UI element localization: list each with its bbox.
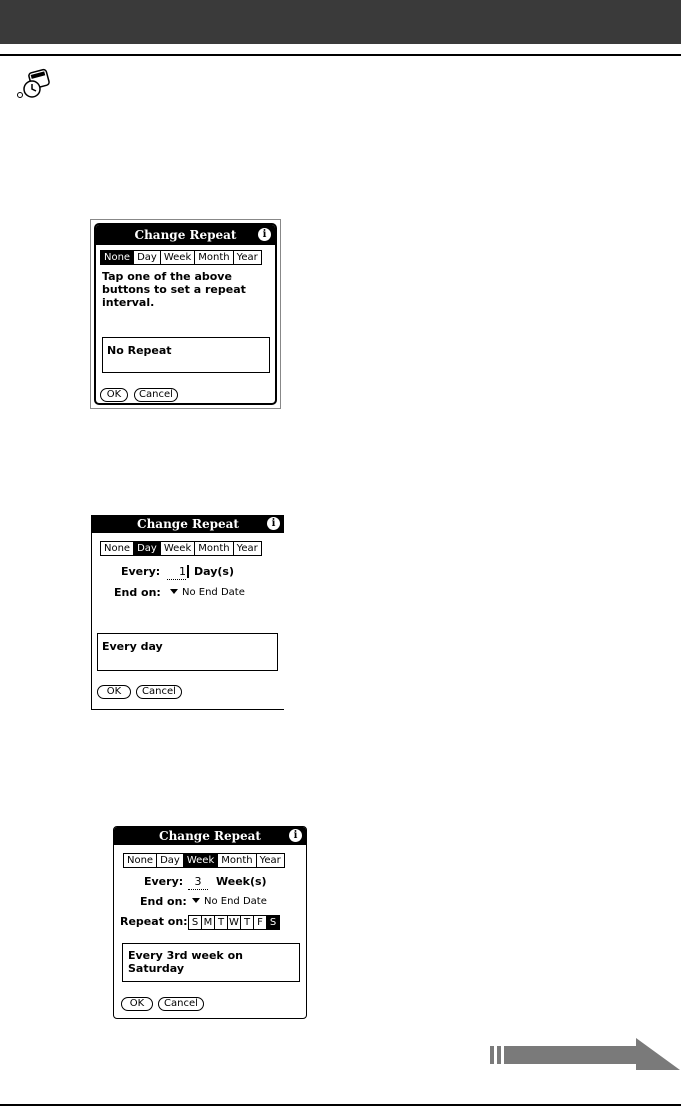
every-value-field[interactable]: 3 [188,875,208,890]
dropdown-arrow-icon [192,898,200,903]
info-icon[interactable]: i [267,517,280,530]
dialog-title-text: Change Repeat [159,829,261,843]
tab-week[interactable]: Week [161,251,195,264]
instruction-line: Tap one of the above [102,270,232,283]
footer-divider [0,1104,681,1106]
change-repeat-dialog-week [113,826,307,1019]
day-monday[interactable]: M [202,916,215,929]
header-divider [0,54,681,56]
tab-none[interactable]: None [124,854,157,867]
instruction-text [102,270,246,309]
repeat-tabs [123,853,285,868]
dialog-title [96,225,275,245]
repeat-tabs [100,541,262,556]
tab-week[interactable]: Week [161,542,195,555]
change-repeat-dialog-none [90,219,281,409]
every-unit-label: Week(s) [216,875,267,888]
tab-month[interactable]: Month [195,251,233,264]
cancel-button[interactable]: Cancel [136,685,182,699]
tab-month[interactable]: Month [218,854,256,867]
repeat-description: No Repeat [107,344,172,357]
end-on-label: End on: [114,586,161,599]
weekday-selector [188,915,280,930]
end-on-label: End on: [140,895,187,908]
every-label: Every: [144,875,184,888]
dialog-frame [94,223,277,405]
instruction-line: buttons to set a repeat [102,283,246,296]
end-date-dropdown[interactable] [192,895,267,909]
tab-week[interactable]: Week [184,854,218,867]
change-repeat-dialog-day [91,515,284,710]
tab-day[interactable]: Day [157,854,184,867]
repeat-description: Every day [102,640,163,653]
repeat-description-box [102,337,270,373]
dialog-title [114,827,306,845]
end-date-value: No End Date [204,896,267,907]
tab-year[interactable]: Year [234,251,261,264]
day-saturday[interactable]: S [267,916,279,929]
repeat-description: Saturday [128,962,184,975]
end-date-dropdown[interactable] [170,586,245,600]
instruction-line: interval. [102,296,155,309]
tab-none[interactable]: None [101,542,134,555]
every-label: Every: [121,565,161,578]
ok-button[interactable]: OK [97,685,131,699]
tab-day[interactable]: Day [134,251,161,264]
ok-button[interactable]: OK [100,388,128,402]
text-cursor [187,565,189,578]
dialog-title-text: Change Repeat [134,228,237,242]
day-tuesday[interactable]: T [215,916,228,929]
repeat-description-box [97,633,278,671]
repeat-description-box [122,943,300,982]
tab-none[interactable]: None [101,251,134,264]
day-friday[interactable]: F [254,916,267,929]
date-book-icon [14,68,52,100]
header-bar [0,0,681,44]
every-unit-label: Day(s) [194,565,234,578]
tab-month[interactable]: Month [195,542,233,555]
tab-day[interactable]: Day [134,542,161,555]
info-icon[interactable]: i [258,228,271,241]
end-date-value: No End Date [182,587,245,598]
day-sunday[interactable]: S [189,916,202,929]
ok-button[interactable]: OK [121,997,153,1011]
day-thursday[interactable]: T [241,916,254,929]
dropdown-arrow-icon [170,589,178,594]
repeat-tabs [100,250,262,265]
cancel-button[interactable]: Cancel [134,388,178,402]
next-page-arrow-icon[interactable] [490,1038,680,1070]
repeat-description: Every 3rd week on [128,949,243,962]
day-wednesday[interactable]: W [228,916,241,929]
every-value-field[interactable]: 1 [167,565,186,580]
dialog-title-text: Change Repeat [137,517,239,531]
repeat-on-label: Repeat on: [120,915,188,928]
dialog-title [92,515,284,533]
info-icon[interactable]: i [289,829,302,842]
tab-year[interactable]: Year [257,854,284,867]
cancel-button[interactable]: Cancel [158,997,204,1011]
tab-year[interactable]: Year [234,542,261,555]
